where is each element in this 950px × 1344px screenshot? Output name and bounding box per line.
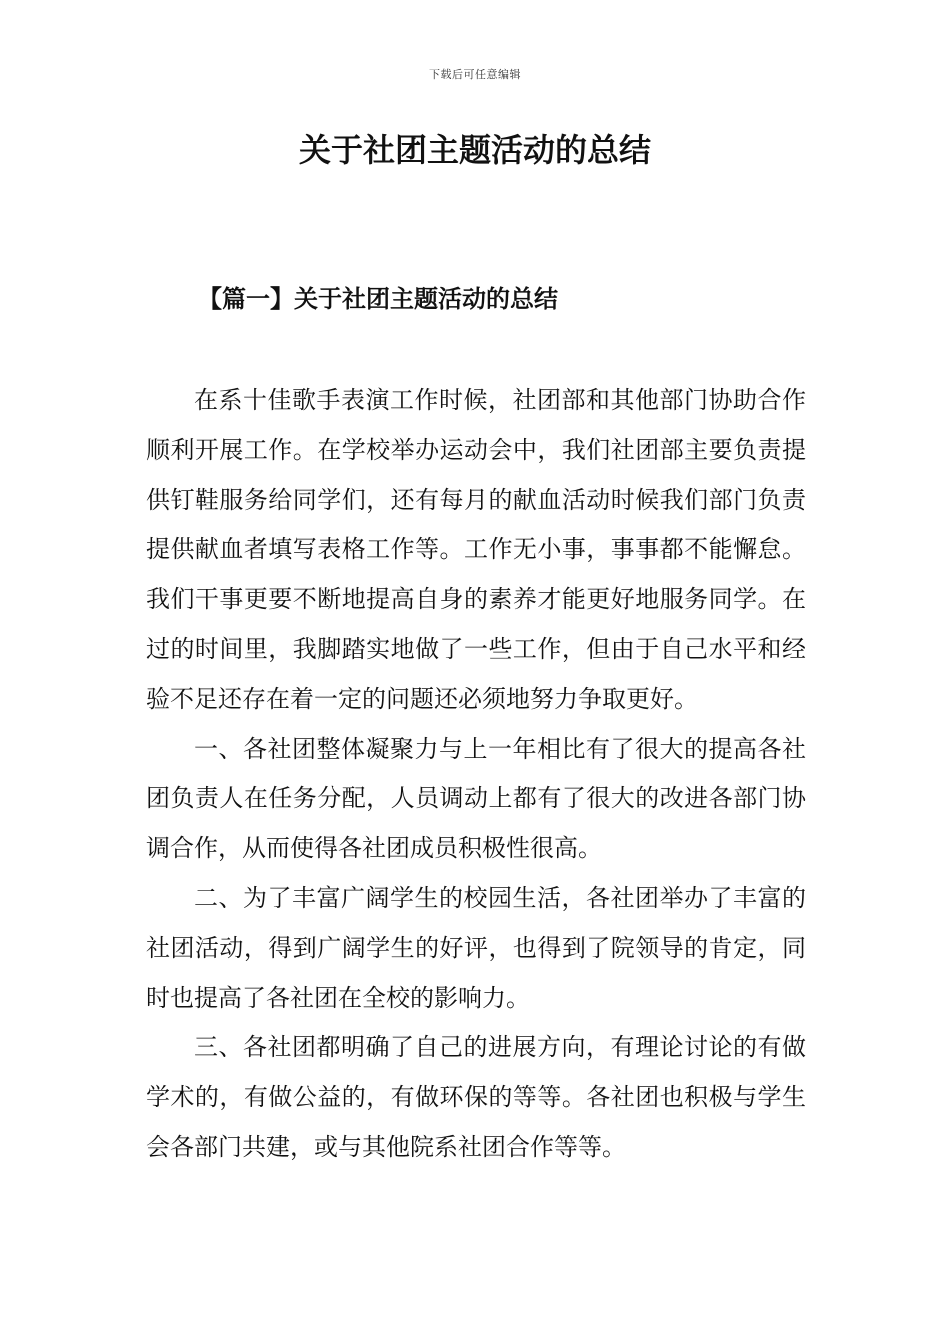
body-paragraph: 三、各社团都明确了自己的进展方向，有理论讨论的有做学术的，有做公益的，有做环保的等等。各社团也积极与学生会各部门共建，或与其他院系社团合作等等。 — [146, 1033, 806, 1161]
body-paragraph: 二、为了丰富广阔学生的校园生活，各社团举办了丰富的社团活动，得到广阔学生的好评，也得到了院领导的肯定，同时也提高了各社团在全校的影响力。 — [146, 883, 806, 1012]
document-title: 关于社团主题活动的总结 — [298, 131, 651, 169]
body-paragraph: 一、各社团整体凝聚力与上一年相比有了很大的提高各社团负责人在任务分配，人员调动上都有了很大的改进各部门协调合作，从而使得各社团成员积极性很高。 — [146, 734, 806, 863]
body-paragraph: 在系十佳歌手表演工作时候，社团部和其他部门协助合作顺利开展工作。在学校举办运动会中，我们社团部主要负责提供钉鞋服务给同学们，还有每月的献血活动时候我们部门负责提供献血者填写表格工作等。工作无小事，事事都不能懈怠。我们干事更要不断地提高自身的素养才能更好地服务同学。在过的时间里，我脚踏实地做了一些工作，但由于自己水平和经验不足还存在着一定的问题还必须地努力争取更好。 — [146, 386, 806, 713]
section-heading: 【篇一】关于社团主题活动的总结 — [198, 284, 558, 313]
document-body — [146, 376, 806, 1173]
header-note: 下载后可任意编辑 — [429, 68, 521, 81]
